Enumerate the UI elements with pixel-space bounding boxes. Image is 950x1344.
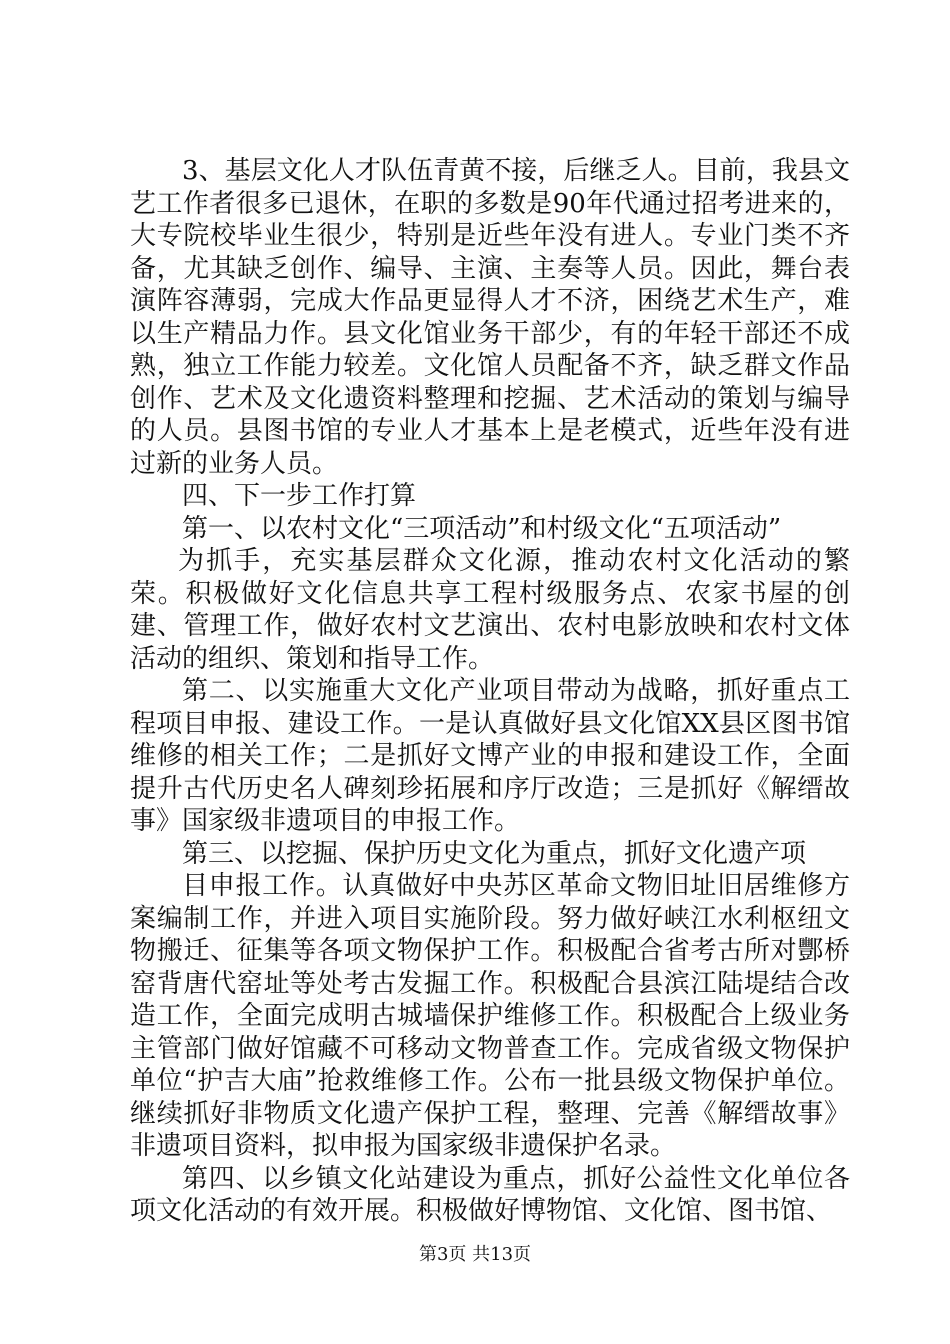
paragraph-first-body: 为抓手，充实基层群众文化源，推动农村文化活动的繁荣。积极做好文化信息共享工程村级服务点、农家书屋的创建、管理工作，做好农村文艺演出、农村电影放映和农村文体活动的组织、策划和指导工作。 — [130, 546, 850, 674]
paragraph-second: 第二、以实施重大文化产业项目带动为战略，抓好重点工程项目申报、建设工作。一是认真做好县文化馆XX县区图书馆维修的相关工作；二是抓好文博产业的申报和建设工作，全面提升古代历史名人碑刻珍拓展和序厅改造；三是抓好《解缙故事》国家级非遗项目的申报工作。 — [130, 676, 850, 836]
paragraph-first-heading: 第一、以农村文化“三项活动”和村级文化“五项活动” — [182, 513, 782, 544]
document-body — [130, 155, 850, 1228]
paragraph-talent-shortage: 3、基层文化人才队伍青黄不接，后继乏人。目前，我县文艺工作者很多已退休，在职的多数是90年代通过招考进来的，大专院校毕业生很少，特别是近些年没有进人。专业门类不齐备，尤其缺乏创作、编导、主演、主奏等人员。因此，舞台表演阵容薄弱，完成大作品更显得人才不济，困绕艺术生产，难以生产精品力作。县文化馆业务干部少，有的年轻干部还不成熟，独立工作能力较差。文化馆人员配备不齐，缺乏群文作品创作、艺术及文化遗资料整理和挖掘、艺术活动的策划与编导的人员。县图书馆的专业人才基本上是老模式，近些年没有进过新的业务人员。 — [130, 156, 850, 479]
page-number-footer: 第3页 共13页 — [418, 1244, 532, 1265]
paragraph-third-heading: 第三、以挖掘、保护历史文化为重点，抓好文化遗产项 — [182, 838, 807, 869]
paragraph-fourth: 第四、以乡镇文化站建设为重点，抓好公益性文化单位各项文化活动的有效开展。积极做好博物馆、文化馆、图书馆、 — [130, 1163, 850, 1226]
section-heading-next-steps: 四、下一步工作打算 — [182, 481, 417, 511]
paragraph-third-body: 目申报工作。认真做好中央苏区革命文物旧址旧居维修方案编制工作，并进入项目实施阶段。努力做好峡江水利枢纽文物搬迁、征集等各项文物保护工作。积极配合省考古所对酆桥窑背唐代窑址等处考古发掘工作。积极配合县滨江陆堤结合改造工作，全面完成明古城墙保护维修工作。积极配合上级业务主管部门做好馆藏不可移动文物普查工作。完成省级文物保护单位“护吉大庙”抢救维修工作。公布一批县级文物保护单位。继续抓好非物质文化遗产保护工程，整理、完善《解缙故事》非遗项目资料，拟申报为国家级非遗保护名录。 — [130, 871, 850, 1161]
